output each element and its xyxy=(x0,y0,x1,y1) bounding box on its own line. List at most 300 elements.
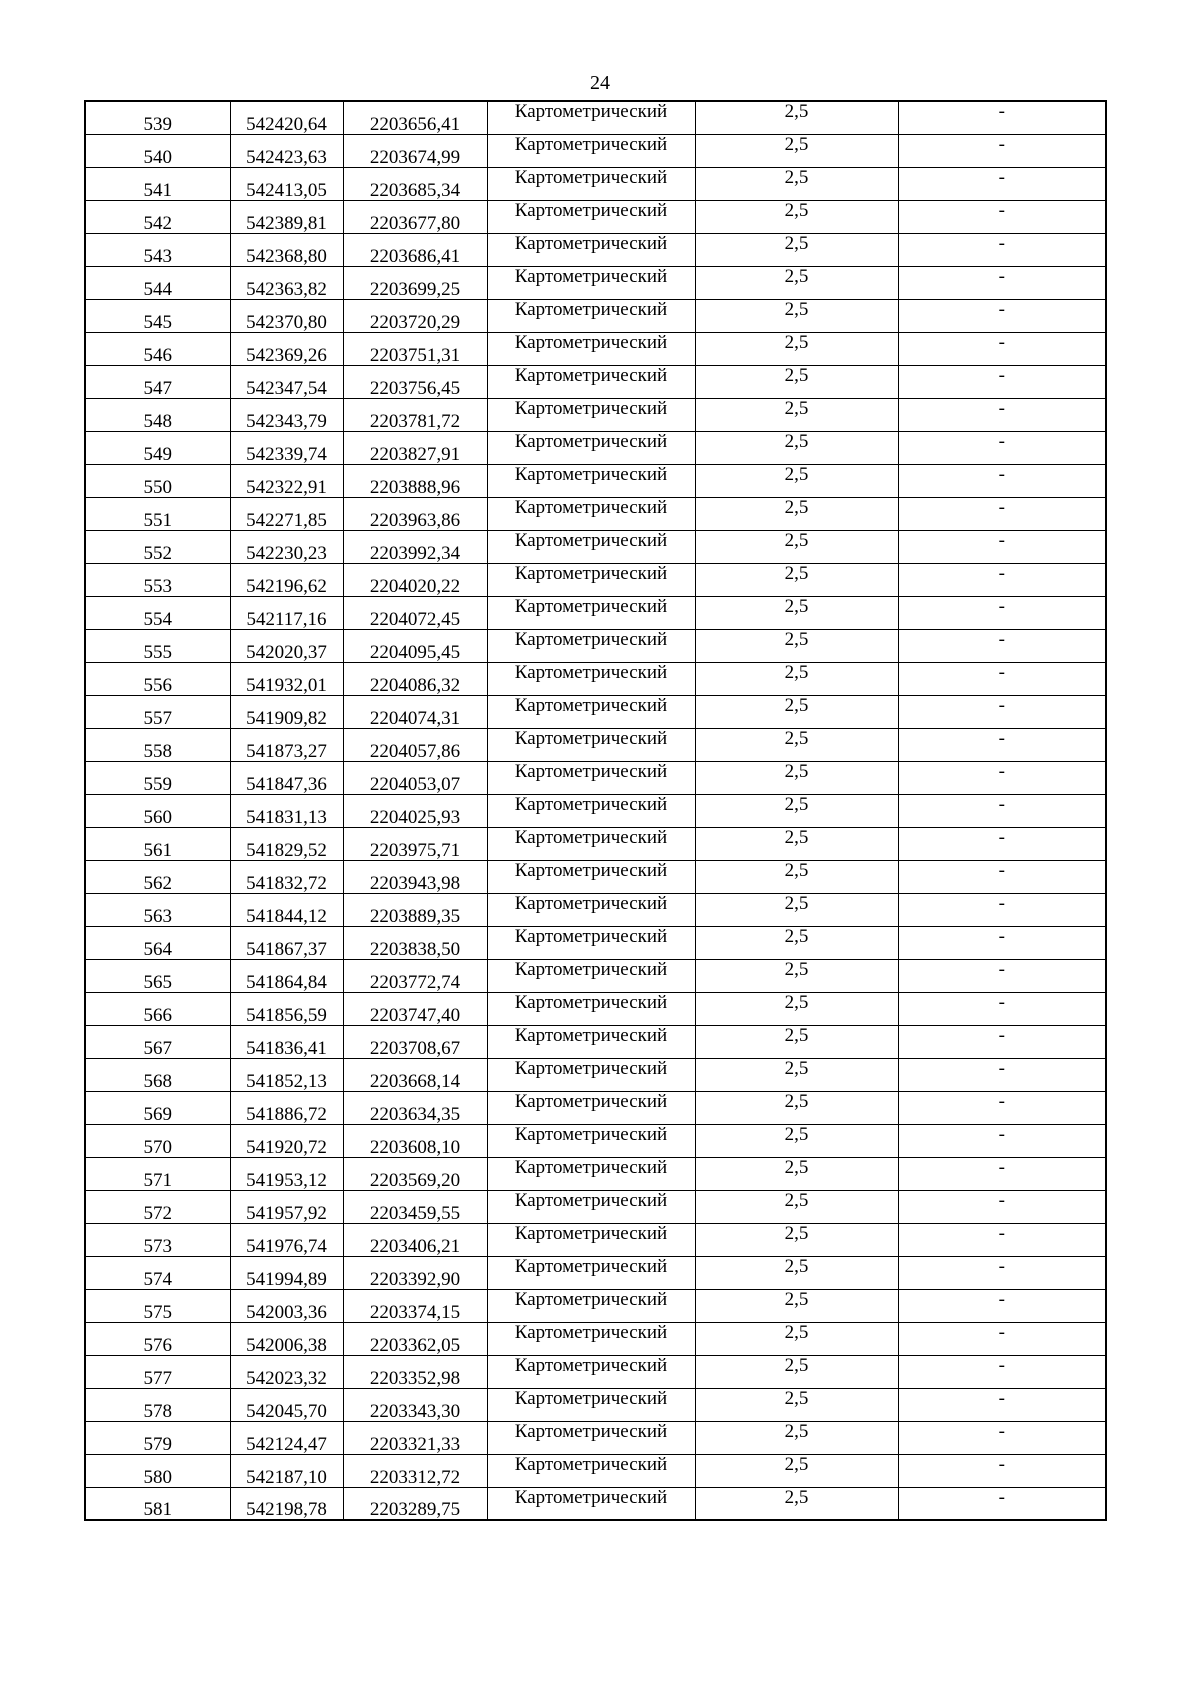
method-cell: Картометрический xyxy=(487,1025,695,1058)
table-row xyxy=(85,1223,1106,1256)
accuracy-cell: 2,5 xyxy=(695,662,898,695)
y-coordinate-cell: 2203634,35 xyxy=(343,1091,487,1124)
y-coordinate-cell: 2203708,67 xyxy=(343,1025,487,1058)
note-cell: - xyxy=(898,101,1106,134)
note-cell: - xyxy=(898,1190,1106,1223)
note-cell: - xyxy=(898,1322,1106,1355)
accuracy-cell: 2,5 xyxy=(695,794,898,827)
y-coordinate-cell: 2203656,41 xyxy=(343,101,487,134)
note-cell: - xyxy=(898,596,1106,629)
point-number-cell: 569 xyxy=(85,1091,230,1124)
note-cell: - xyxy=(898,959,1106,992)
x-coordinate-cell: 541909,82 xyxy=(230,695,343,728)
note-cell: - xyxy=(898,1124,1106,1157)
table-row xyxy=(85,1091,1106,1124)
y-coordinate-cell: 2203686,41 xyxy=(343,233,487,266)
method-cell: Картометрический xyxy=(487,431,695,464)
y-coordinate-cell: 2203608,10 xyxy=(343,1124,487,1157)
x-coordinate-cell: 542023,32 xyxy=(230,1355,343,1388)
y-coordinate-cell: 2203374,15 xyxy=(343,1289,487,1322)
method-cell: Картометрический xyxy=(487,1190,695,1223)
note-cell: - xyxy=(898,728,1106,761)
x-coordinate-cell: 542423,63 xyxy=(230,134,343,167)
x-coordinate-cell: 541829,52 xyxy=(230,827,343,860)
note-cell: - xyxy=(898,134,1106,167)
accuracy-cell: 2,5 xyxy=(695,134,898,167)
table-row xyxy=(85,1322,1106,1355)
table-row xyxy=(85,101,1106,134)
table-row xyxy=(85,200,1106,233)
method-cell: Картометрический xyxy=(487,761,695,794)
method-cell: Картометрический xyxy=(487,134,695,167)
point-number-cell: 562 xyxy=(85,860,230,893)
accuracy-cell: 2,5 xyxy=(695,497,898,530)
table-row xyxy=(85,596,1106,629)
accuracy-cell: 2,5 xyxy=(695,629,898,662)
note-cell: - xyxy=(898,167,1106,200)
x-coordinate-cell: 542196,62 xyxy=(230,563,343,596)
y-coordinate-cell: 2203943,98 xyxy=(343,860,487,893)
accuracy-cell: 2,5 xyxy=(695,728,898,761)
x-coordinate-cell: 542230,23 xyxy=(230,530,343,563)
method-cell: Картометрический xyxy=(487,299,695,332)
method-cell: Картометрический xyxy=(487,1157,695,1190)
note-cell: - xyxy=(898,794,1106,827)
accuracy-cell: 2,5 xyxy=(695,1487,898,1520)
note-cell: - xyxy=(898,1223,1106,1256)
accuracy-cell: 2,5 xyxy=(695,695,898,728)
point-number-cell: 581 xyxy=(85,1487,230,1520)
point-number-cell: 565 xyxy=(85,959,230,992)
accuracy-cell: 2,5 xyxy=(695,200,898,233)
x-coordinate-cell: 542339,74 xyxy=(230,431,343,464)
y-coordinate-cell: 2203720,29 xyxy=(343,299,487,332)
method-cell: Картометрический xyxy=(487,1223,695,1256)
method-cell: Картометрический xyxy=(487,530,695,563)
table-row xyxy=(85,1421,1106,1454)
x-coordinate-cell: 541844,12 xyxy=(230,893,343,926)
method-cell: Картометрический xyxy=(487,1256,695,1289)
x-coordinate-cell: 542006,38 xyxy=(230,1322,343,1355)
accuracy-cell: 2,5 xyxy=(695,596,898,629)
accuracy-cell: 2,5 xyxy=(695,398,898,431)
method-cell: Картометрический xyxy=(487,398,695,431)
point-number-cell: 566 xyxy=(85,992,230,1025)
table-row xyxy=(85,1058,1106,1091)
x-coordinate-cell: 542187,10 xyxy=(230,1454,343,1487)
method-cell: Картометрический xyxy=(487,200,695,233)
point-number-cell: 539 xyxy=(85,101,230,134)
x-coordinate-cell: 542271,85 xyxy=(230,497,343,530)
table-row xyxy=(85,992,1106,1025)
point-number-cell: 554 xyxy=(85,596,230,629)
accuracy-cell: 2,5 xyxy=(695,530,898,563)
x-coordinate-cell: 541831,13 xyxy=(230,794,343,827)
x-coordinate-cell: 541957,92 xyxy=(230,1190,343,1223)
method-cell: Картометрический xyxy=(487,728,695,761)
point-number-cell: 541 xyxy=(85,167,230,200)
x-coordinate-cell: 541953,12 xyxy=(230,1157,343,1190)
point-number-cell: 553 xyxy=(85,563,230,596)
method-cell: Картометрический xyxy=(487,1421,695,1454)
point-number-cell: 557 xyxy=(85,695,230,728)
table-row xyxy=(85,728,1106,761)
note-cell: - xyxy=(898,563,1106,596)
accuracy-cell: 2,5 xyxy=(695,233,898,266)
point-number-cell: 555 xyxy=(85,629,230,662)
table-row xyxy=(85,266,1106,299)
note-cell: - xyxy=(898,1289,1106,1322)
x-coordinate-cell: 542347,54 xyxy=(230,365,343,398)
point-number-cell: 577 xyxy=(85,1355,230,1388)
x-coordinate-cell: 541932,01 xyxy=(230,662,343,695)
point-number-cell: 560 xyxy=(85,794,230,827)
table-row xyxy=(85,1190,1106,1223)
coordinates-table xyxy=(84,100,1107,1521)
accuracy-cell: 2,5 xyxy=(695,1454,898,1487)
x-coordinate-cell: 542045,70 xyxy=(230,1388,343,1421)
note-cell: - xyxy=(898,761,1106,794)
accuracy-cell: 2,5 xyxy=(695,1223,898,1256)
method-cell: Картометрический xyxy=(487,464,695,497)
table-row xyxy=(85,1454,1106,1487)
point-number-cell: 574 xyxy=(85,1256,230,1289)
method-cell: Картометрический xyxy=(487,1454,695,1487)
note-cell: - xyxy=(898,233,1106,266)
table-row xyxy=(85,1025,1106,1058)
note-cell: - xyxy=(898,1058,1106,1091)
x-coordinate-cell: 541920,72 xyxy=(230,1124,343,1157)
method-cell: Картометрический xyxy=(487,827,695,860)
accuracy-cell: 2,5 xyxy=(695,992,898,1025)
accuracy-cell: 2,5 xyxy=(695,464,898,497)
method-cell: Картометрический xyxy=(487,959,695,992)
point-number-cell: 551 xyxy=(85,497,230,530)
point-number-cell: 564 xyxy=(85,926,230,959)
accuracy-cell: 2,5 xyxy=(695,332,898,365)
x-coordinate-cell: 542198,78 xyxy=(230,1487,343,1520)
y-coordinate-cell: 2203781,72 xyxy=(343,398,487,431)
table-row xyxy=(85,233,1106,266)
y-coordinate-cell: 2203406,21 xyxy=(343,1223,487,1256)
table-row xyxy=(85,761,1106,794)
table-row xyxy=(85,1289,1106,1322)
note-cell: - xyxy=(898,827,1106,860)
method-cell: Картометрический xyxy=(487,1322,695,1355)
table-row xyxy=(85,662,1106,695)
table-row xyxy=(85,134,1106,167)
y-coordinate-cell: 2204057,86 xyxy=(343,728,487,761)
x-coordinate-cell: 541852,13 xyxy=(230,1058,343,1091)
y-coordinate-cell: 2203321,33 xyxy=(343,1421,487,1454)
accuracy-cell: 2,5 xyxy=(695,1256,898,1289)
note-cell: - xyxy=(898,266,1106,299)
method-cell: Картометрический xyxy=(487,1487,695,1520)
accuracy-cell: 2,5 xyxy=(695,266,898,299)
accuracy-cell: 2,5 xyxy=(695,1190,898,1223)
method-cell: Картометрический xyxy=(487,794,695,827)
table-row xyxy=(85,926,1106,959)
point-number-cell: 559 xyxy=(85,761,230,794)
y-coordinate-cell: 2203772,74 xyxy=(343,959,487,992)
note-cell: - xyxy=(898,464,1106,497)
x-coordinate-cell: 542413,05 xyxy=(230,167,343,200)
accuracy-cell: 2,5 xyxy=(695,1025,898,1058)
accuracy-cell: 2,5 xyxy=(695,1091,898,1124)
y-coordinate-cell: 2203756,45 xyxy=(343,365,487,398)
method-cell: Картометрический xyxy=(487,1289,695,1322)
note-cell: - xyxy=(898,1454,1106,1487)
x-coordinate-cell: 542363,82 xyxy=(230,266,343,299)
table-row xyxy=(85,497,1106,530)
note-cell: - xyxy=(898,332,1106,365)
x-coordinate-cell: 541976,74 xyxy=(230,1223,343,1256)
point-number-cell: 573 xyxy=(85,1223,230,1256)
table-row xyxy=(85,1256,1106,1289)
accuracy-cell: 2,5 xyxy=(695,893,898,926)
point-number-cell: 580 xyxy=(85,1454,230,1487)
note-cell: - xyxy=(898,530,1106,563)
table-row xyxy=(85,464,1106,497)
y-coordinate-cell: 2204025,93 xyxy=(343,794,487,827)
point-number-cell: 556 xyxy=(85,662,230,695)
note-cell: - xyxy=(898,629,1106,662)
y-coordinate-cell: 2203343,30 xyxy=(343,1388,487,1421)
table-row xyxy=(85,431,1106,464)
y-coordinate-cell: 2203975,71 xyxy=(343,827,487,860)
method-cell: Картометрический xyxy=(487,596,695,629)
x-coordinate-cell: 541873,27 xyxy=(230,728,343,761)
table-row xyxy=(85,695,1106,728)
point-number-cell: 549 xyxy=(85,431,230,464)
y-coordinate-cell: 2203888,96 xyxy=(343,464,487,497)
accuracy-cell: 2,5 xyxy=(695,1388,898,1421)
x-coordinate-cell: 541886,72 xyxy=(230,1091,343,1124)
note-cell: - xyxy=(898,497,1106,530)
y-coordinate-cell: 2203963,86 xyxy=(343,497,487,530)
x-coordinate-cell: 542389,81 xyxy=(230,200,343,233)
table-row xyxy=(85,1355,1106,1388)
x-coordinate-cell: 541836,41 xyxy=(230,1025,343,1058)
y-coordinate-cell: 2203674,99 xyxy=(343,134,487,167)
table-row xyxy=(85,530,1106,563)
table-row xyxy=(85,860,1106,893)
point-number-cell: 552 xyxy=(85,530,230,563)
method-cell: Картометрический xyxy=(487,266,695,299)
y-coordinate-cell: 2203668,14 xyxy=(343,1058,487,1091)
y-coordinate-cell: 2204086,32 xyxy=(343,662,487,695)
note-cell: - xyxy=(898,992,1106,1025)
table-row xyxy=(85,332,1106,365)
table-row xyxy=(85,398,1106,431)
accuracy-cell: 2,5 xyxy=(695,299,898,332)
accuracy-cell: 2,5 xyxy=(695,431,898,464)
table-row xyxy=(85,1157,1106,1190)
point-number-cell: 543 xyxy=(85,233,230,266)
method-cell: Картометрический xyxy=(487,860,695,893)
y-coordinate-cell: 2204074,31 xyxy=(343,695,487,728)
y-coordinate-cell: 2204053,07 xyxy=(343,761,487,794)
note-cell: - xyxy=(898,200,1106,233)
table-row xyxy=(85,827,1106,860)
point-number-cell: 558 xyxy=(85,728,230,761)
accuracy-cell: 2,5 xyxy=(695,101,898,134)
point-number-cell: 567 xyxy=(85,1025,230,1058)
y-coordinate-cell: 2203569,20 xyxy=(343,1157,487,1190)
point-number-cell: 547 xyxy=(85,365,230,398)
y-coordinate-cell: 2203699,25 xyxy=(343,266,487,299)
y-coordinate-cell: 2203677,80 xyxy=(343,200,487,233)
note-cell: - xyxy=(898,1256,1106,1289)
y-coordinate-cell: 2203889,35 xyxy=(343,893,487,926)
note-cell: - xyxy=(898,1025,1106,1058)
note-cell: - xyxy=(898,299,1106,332)
accuracy-cell: 2,5 xyxy=(695,1124,898,1157)
x-coordinate-cell: 542343,79 xyxy=(230,398,343,431)
method-cell: Картометрический xyxy=(487,365,695,398)
accuracy-cell: 2,5 xyxy=(695,959,898,992)
table-row xyxy=(85,365,1106,398)
accuracy-cell: 2,5 xyxy=(695,827,898,860)
note-cell: - xyxy=(898,431,1106,464)
point-number-cell: 572 xyxy=(85,1190,230,1223)
point-number-cell: 546 xyxy=(85,332,230,365)
y-coordinate-cell: 2203827,91 xyxy=(343,431,487,464)
y-coordinate-cell: 2203289,75 xyxy=(343,1487,487,1520)
method-cell: Картометрический xyxy=(487,101,695,134)
accuracy-cell: 2,5 xyxy=(695,1355,898,1388)
method-cell: Картометрический xyxy=(487,695,695,728)
note-cell: - xyxy=(898,365,1106,398)
y-coordinate-cell: 2203362,05 xyxy=(343,1322,487,1355)
note-cell: - xyxy=(898,662,1106,695)
y-coordinate-cell: 2203992,34 xyxy=(343,530,487,563)
method-cell: Картометрический xyxy=(487,1091,695,1124)
x-coordinate-cell: 541867,37 xyxy=(230,926,343,959)
table-row xyxy=(85,1388,1106,1421)
x-coordinate-cell: 542020,37 xyxy=(230,629,343,662)
x-coordinate-cell: 542369,26 xyxy=(230,332,343,365)
note-cell: - xyxy=(898,695,1106,728)
table-row xyxy=(85,893,1106,926)
method-cell: Картометрический xyxy=(487,233,695,266)
point-number-cell: 542 xyxy=(85,200,230,233)
point-number-cell: 544 xyxy=(85,266,230,299)
x-coordinate-cell: 541856,59 xyxy=(230,992,343,1025)
note-cell: - xyxy=(898,893,1106,926)
method-cell: Картометрический xyxy=(487,497,695,530)
y-coordinate-cell: 2203838,50 xyxy=(343,926,487,959)
y-coordinate-cell: 2204072,45 xyxy=(343,596,487,629)
method-cell: Картометрический xyxy=(487,662,695,695)
y-coordinate-cell: 2204020,22 xyxy=(343,563,487,596)
method-cell: Картометрический xyxy=(487,1058,695,1091)
point-number-cell: 563 xyxy=(85,893,230,926)
point-number-cell: 575 xyxy=(85,1289,230,1322)
point-number-cell: 550 xyxy=(85,464,230,497)
table-row xyxy=(85,959,1106,992)
accuracy-cell: 2,5 xyxy=(695,365,898,398)
y-coordinate-cell: 2203392,90 xyxy=(343,1256,487,1289)
x-coordinate-cell: 542420,64 xyxy=(230,101,343,134)
note-cell: - xyxy=(898,860,1106,893)
method-cell: Картометрический xyxy=(487,1124,695,1157)
accuracy-cell: 2,5 xyxy=(695,1322,898,1355)
coordinates-table-body xyxy=(85,101,1106,1520)
method-cell: Картометрический xyxy=(487,167,695,200)
y-coordinate-cell: 2203751,31 xyxy=(343,332,487,365)
table-row xyxy=(85,563,1106,596)
y-coordinate-cell: 2204095,45 xyxy=(343,629,487,662)
x-coordinate-cell: 542117,16 xyxy=(230,596,343,629)
x-coordinate-cell: 541832,72 xyxy=(230,860,343,893)
point-number-cell: 545 xyxy=(85,299,230,332)
method-cell: Картометрический xyxy=(487,563,695,596)
x-coordinate-cell: 542124,47 xyxy=(230,1421,343,1454)
note-cell: - xyxy=(898,398,1106,431)
y-coordinate-cell: 2203685,34 xyxy=(343,167,487,200)
accuracy-cell: 2,5 xyxy=(695,926,898,959)
point-number-cell: 571 xyxy=(85,1157,230,1190)
point-number-cell: 579 xyxy=(85,1421,230,1454)
x-coordinate-cell: 542368,80 xyxy=(230,233,343,266)
method-cell: Картометрический xyxy=(487,992,695,1025)
method-cell: Картометрический xyxy=(487,893,695,926)
note-cell: - xyxy=(898,926,1106,959)
point-number-cell: 576 xyxy=(85,1322,230,1355)
note-cell: - xyxy=(898,1091,1106,1124)
accuracy-cell: 2,5 xyxy=(695,167,898,200)
note-cell: - xyxy=(898,1421,1106,1454)
y-coordinate-cell: 2203747,40 xyxy=(343,992,487,1025)
accuracy-cell: 2,5 xyxy=(695,1058,898,1091)
method-cell: Картометрический xyxy=(487,926,695,959)
table-row xyxy=(85,299,1106,332)
note-cell: - xyxy=(898,1157,1106,1190)
table-row xyxy=(85,794,1106,827)
accuracy-cell: 2,5 xyxy=(695,860,898,893)
x-coordinate-cell: 541847,36 xyxy=(230,761,343,794)
y-coordinate-cell: 2203312,72 xyxy=(343,1454,487,1487)
point-number-cell: 540 xyxy=(85,134,230,167)
note-cell: - xyxy=(898,1487,1106,1520)
note-cell: - xyxy=(898,1355,1106,1388)
point-number-cell: 568 xyxy=(85,1058,230,1091)
accuracy-cell: 2,5 xyxy=(695,761,898,794)
point-number-cell: 548 xyxy=(85,398,230,431)
accuracy-cell: 2,5 xyxy=(695,1157,898,1190)
point-number-cell: 570 xyxy=(85,1124,230,1157)
table-row xyxy=(85,1487,1106,1520)
note-cell: - xyxy=(898,1388,1106,1421)
accuracy-cell: 2,5 xyxy=(695,1289,898,1322)
method-cell: Картометрический xyxy=(487,332,695,365)
accuracy-cell: 2,5 xyxy=(695,1421,898,1454)
x-coordinate-cell: 542370,80 xyxy=(230,299,343,332)
x-coordinate-cell: 542003,36 xyxy=(230,1289,343,1322)
y-coordinate-cell: 2203459,55 xyxy=(343,1190,487,1223)
accuracy-cell: 2,5 xyxy=(695,563,898,596)
point-number-cell: 578 xyxy=(85,1388,230,1421)
table-row xyxy=(85,629,1106,662)
x-coordinate-cell: 541864,84 xyxy=(230,959,343,992)
table-row xyxy=(85,1124,1106,1157)
method-cell: Картометрический xyxy=(487,629,695,662)
method-cell: Картометрический xyxy=(487,1355,695,1388)
x-coordinate-cell: 541994,89 xyxy=(230,1256,343,1289)
page-number: 24 xyxy=(590,72,610,94)
table-row xyxy=(85,167,1106,200)
